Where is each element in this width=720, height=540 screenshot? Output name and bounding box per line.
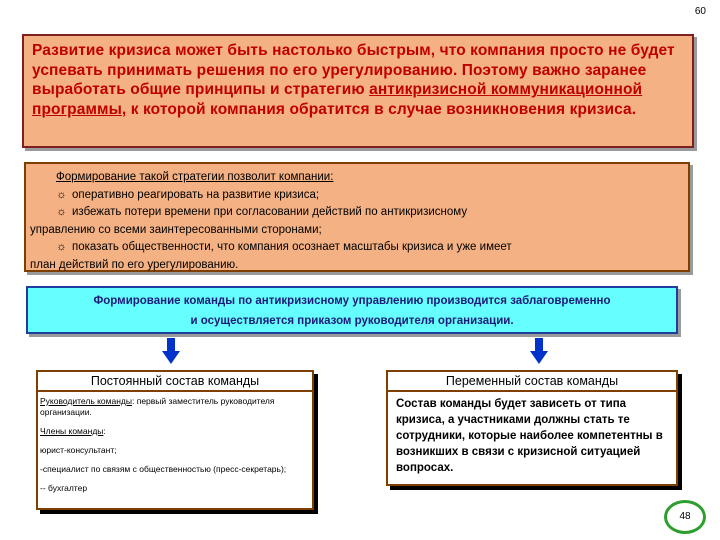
variable-team-box: [386, 370, 678, 486]
team-members-label: Члены команды: [40, 426, 104, 436]
anti-crisis-program-link[interactable]: антикризисной коммуникационной программы: [32, 81, 643, 118]
strategy-item-2-text: избежать потери времени при согласовании действий по антикризисному: [72, 206, 468, 218]
team-members-colon: :: [103, 426, 106, 436]
team-member-2: -специалист по связям с общественностью (пресс-секретарь);: [40, 464, 287, 474]
strategy-item-2-cont: управлению со всеми заинтересованными сторонами;: [30, 223, 322, 236]
team-members: [40, 426, 310, 437]
team-member-3: -- бухгалтер: [40, 483, 88, 493]
variable-team-title: Переменный состав команды: [388, 372, 676, 392]
intro-box: [22, 34, 694, 148]
arrow-down-right-icon: [530, 338, 548, 364]
strategy-item-3-text: показать общественности, что компания осознает масштабы кризиса и уже имеет: [72, 241, 512, 253]
team-leader: [40, 396, 310, 418]
team-leader-text: : первый заместитель руководителя организации.: [40, 396, 275, 417]
team-formation-box: [26, 286, 678, 334]
strategy-item-3: [30, 239, 684, 257]
slide-number-badge[interactable]: 48: [664, 500, 706, 534]
team-formation-line-1: Формирование команды по антикризисному управлению производится заблаговременно: [93, 295, 611, 307]
permanent-team-body: [38, 392, 312, 506]
team-member-1: юрист-консультант;: [40, 445, 117, 455]
sun-bullet-icon: ☼: [56, 188, 67, 201]
team-formation-line-2: и осуществляется приказом руководителя организации.: [190, 315, 514, 327]
strategy-item-3-cont: план действий по его урегулированию.: [30, 258, 239, 271]
sun-bullet-icon: ☼: [56, 206, 67, 218]
permanent-team-title: Постоянный состав команды: [38, 372, 312, 392]
strategy-item-1: [30, 187, 684, 205]
strategy-box: [24, 162, 690, 272]
variable-team-text: Состав команды будет зависеть от типа кризиса, а участниками должны стать те сотрудники, которые наиболее компетентны в возникших в связи с кризисной ситуацией вопросах.: [396, 398, 663, 474]
arrow-down-left-icon: [162, 338, 180, 364]
team-leader-label: Руководитель команды: [40, 396, 132, 406]
intro-text-start: Развитие кризиса может быть настолько быстрым, что компания просто не будет успевать принимать решения по его урегулированию. Поэтому важно заранее выработать общие принципы и стратегию: [32, 42, 675, 98]
intro-text-end: , к которой компания обратится в случае возникновения кризиса.: [121, 100, 637, 118]
strategy-heading: Формирование такой стратегии позволит компании:: [56, 171, 334, 183]
page-number: 60: [694, 6, 706, 17]
intro-text: [32, 41, 684, 119]
sun-bullet-icon: ☼: [56, 241, 67, 253]
permanent-team-box: [36, 370, 314, 510]
strategy-item-2: [30, 204, 684, 222]
strategy-item-1-text: оперативно реагировать на развитие кризиса;: [72, 188, 320, 201]
